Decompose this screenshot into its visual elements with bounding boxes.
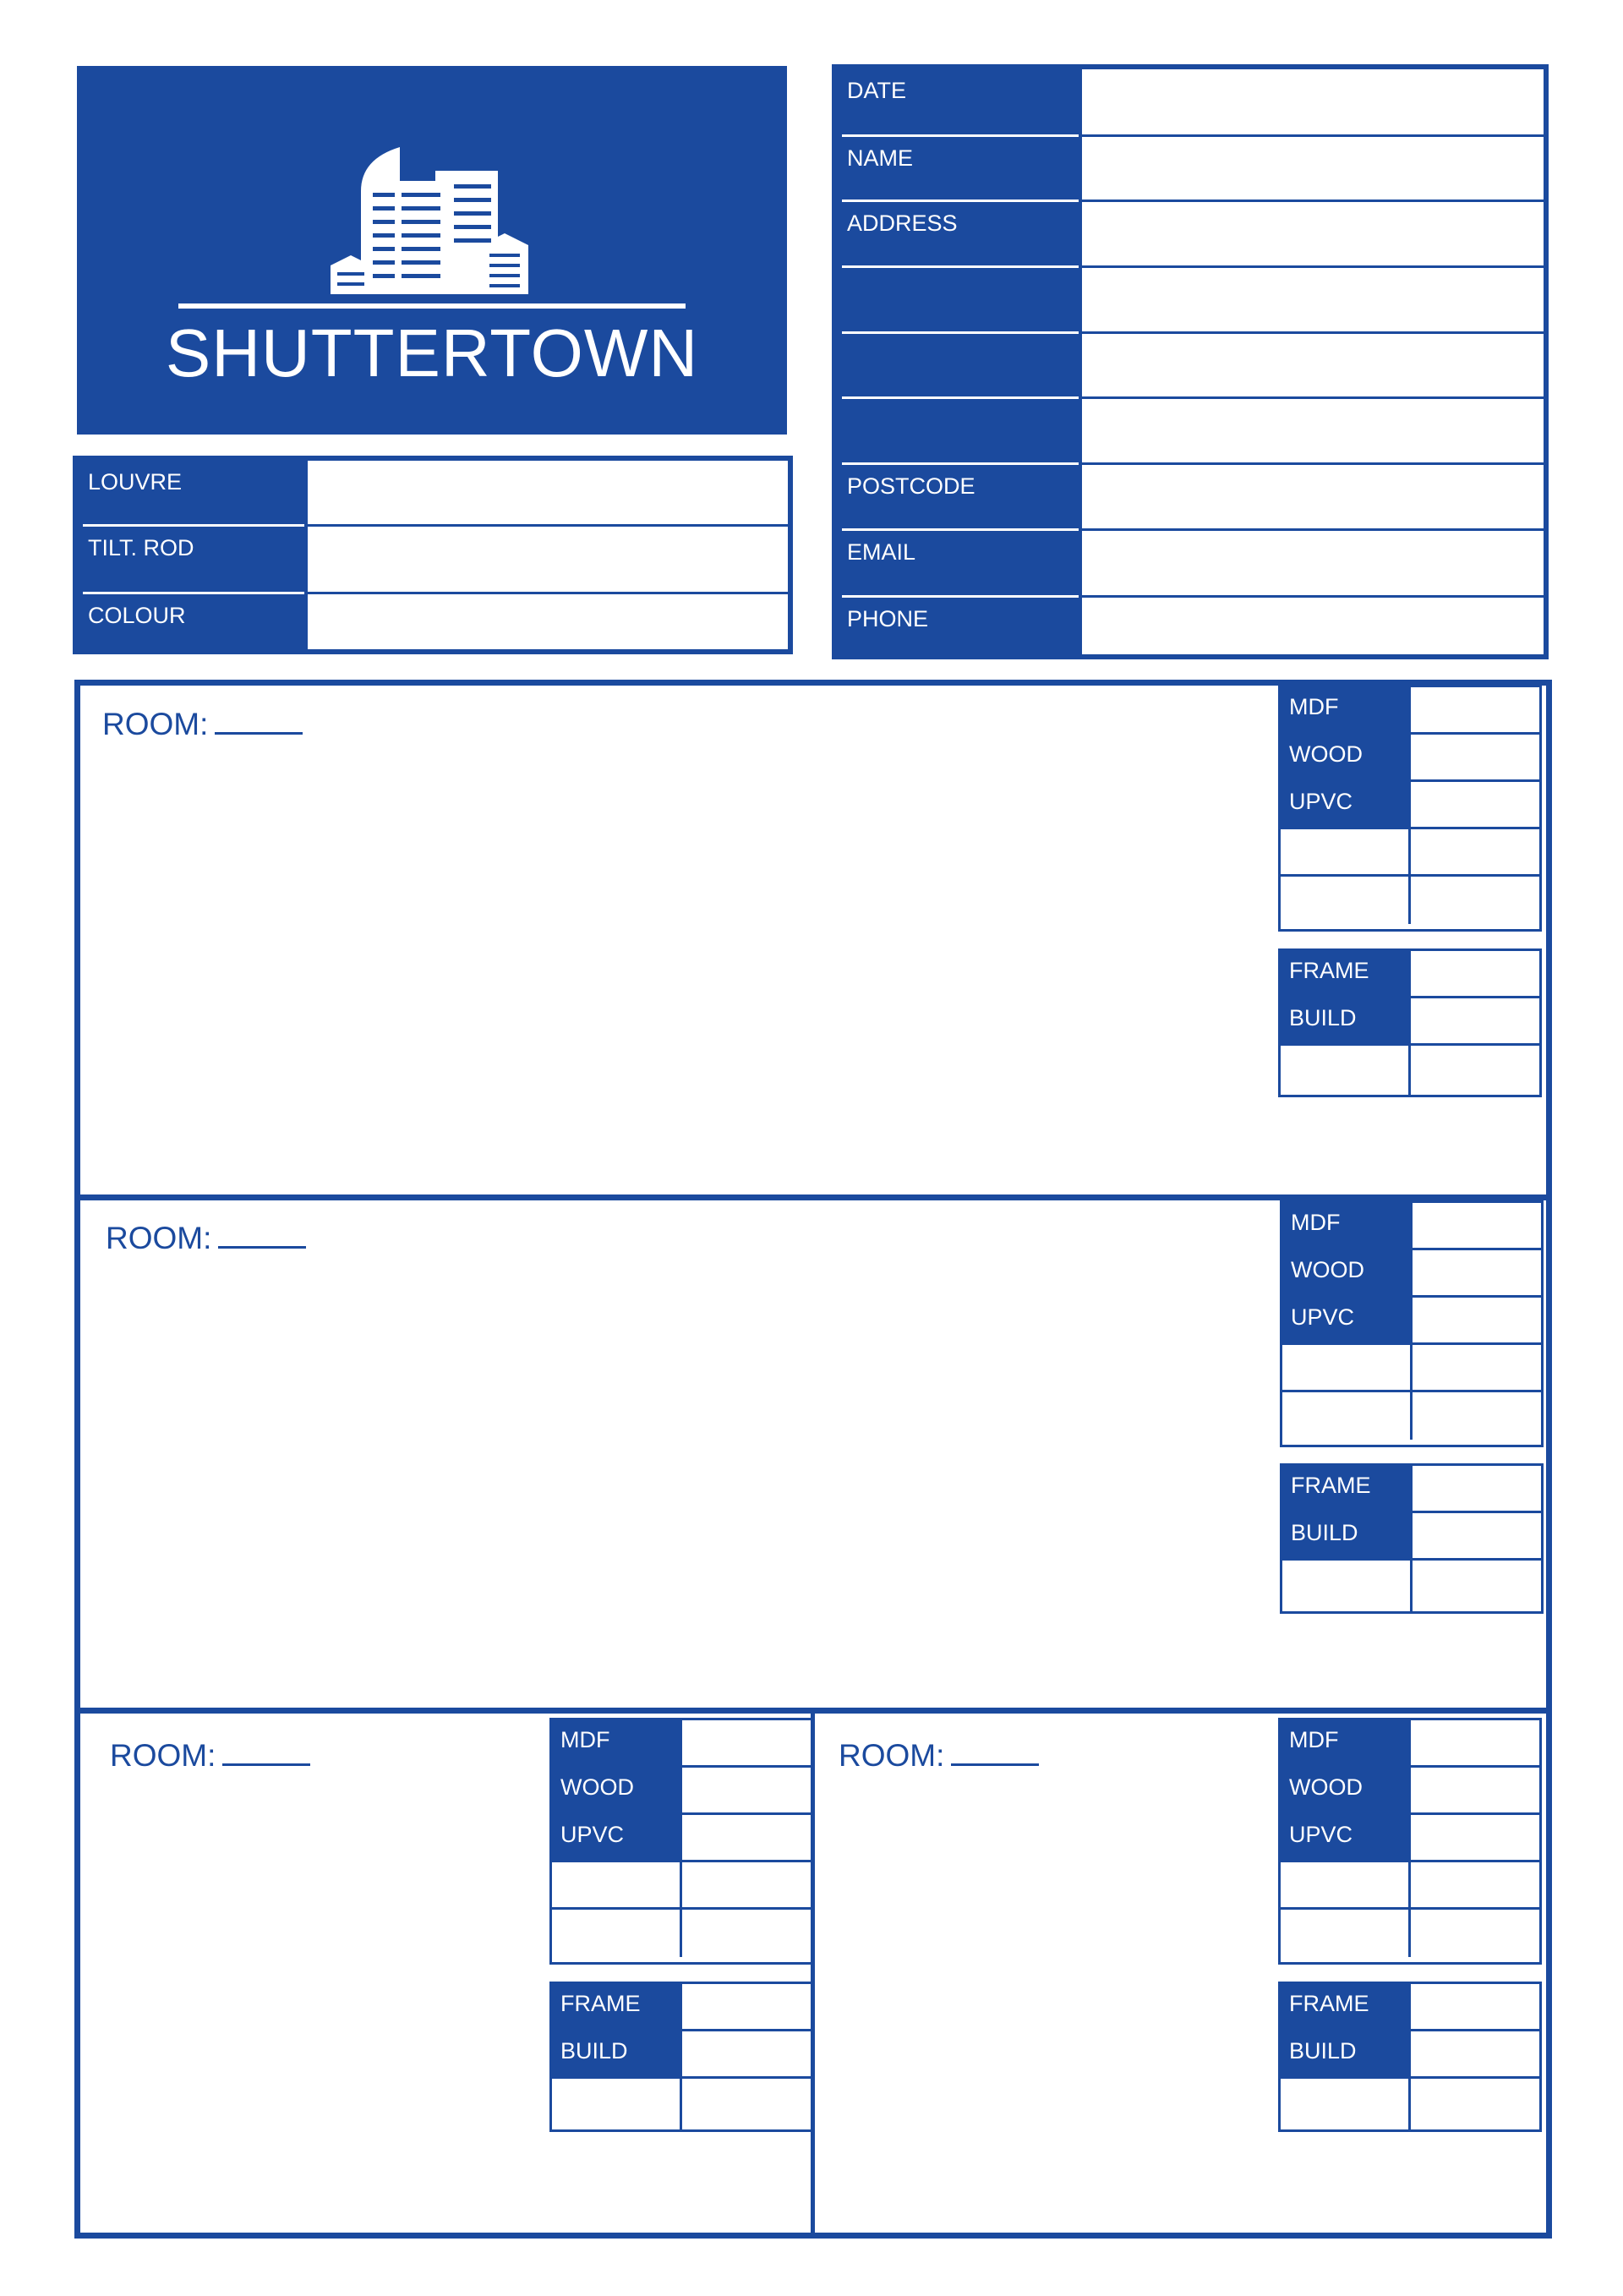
room-1-label (102, 708, 303, 740)
blank-label-cell[interactable] (552, 1862, 682, 1907)
blank-cell[interactable] (1411, 1046, 1539, 1095)
blank-cell[interactable] (1411, 1910, 1539, 1957)
blank-cell[interactable] (1411, 2079, 1539, 2129)
upvc-cell[interactable] (1411, 1815, 1539, 1860)
blank-row (552, 2079, 811, 2129)
address-row (837, 202, 1544, 268)
brand-name: SHUTTERTOWN (165, 315, 699, 391)
mdf-row (1282, 1203, 1541, 1250)
field-label: TILT. ROD (78, 527, 308, 594)
room-4-label (839, 1740, 1039, 1771)
address-line-3-input[interactable] (1082, 334, 1544, 399)
room-4-name-blank[interactable] (951, 1747, 1039, 1766)
date-input[interactable] (1082, 69, 1544, 137)
material-grid (1278, 685, 1542, 932)
blank-cell[interactable] (682, 1862, 811, 1907)
field-label: NAME (837, 137, 1082, 202)
mdf-row (1281, 1720, 1539, 1768)
room-label-text: ROOM: (110, 1738, 216, 1773)
upvc-label: UPVC (1281, 782, 1411, 827)
tilt-rod-input[interactable] (308, 527, 788, 594)
build-row (552, 2031, 811, 2079)
blank-row (1282, 1561, 1541, 1611)
frame-row (1281, 951, 1539, 998)
blank-row (1281, 1046, 1539, 1095)
blank-row (1281, 1910, 1539, 1957)
build-row (1281, 998, 1539, 1046)
mdf-label: MDF (1282, 1203, 1413, 1248)
blank-label-cell[interactable] (1282, 1561, 1413, 1611)
postcode-row (837, 465, 1544, 531)
build-row (1281, 2031, 1539, 2079)
frame-cell[interactable] (1411, 951, 1539, 996)
field-label: ADDRESS (837, 202, 1082, 268)
upvc-label: UPVC (1282, 1298, 1413, 1342)
colour-input[interactable] (308, 594, 788, 649)
frame-label: FRAME (1281, 951, 1411, 996)
room-divider (74, 1194, 1552, 1200)
room-2-label (106, 1222, 306, 1254)
wood-cell[interactable] (1413, 1250, 1541, 1295)
logo-rule (178, 303, 686, 309)
address-line-2-row (837, 268, 1544, 334)
wood-label: WOOD (1281, 735, 1411, 779)
field-label: LOUVRE (78, 461, 308, 527)
wood-label: WOOD (1282, 1250, 1413, 1295)
phone-input[interactable] (1082, 598, 1544, 654)
postcode-input[interactable] (1082, 465, 1544, 531)
address-input[interactable] (1082, 202, 1544, 268)
field-label (837, 268, 1082, 334)
field-label (837, 399, 1082, 465)
frame-row (552, 1984, 811, 2031)
blank-label-cell[interactable] (1281, 1046, 1411, 1095)
upvc-cell[interactable] (1413, 1298, 1541, 1342)
material-grid (1280, 1200, 1544, 1447)
room-3-label (110, 1740, 310, 1771)
product-fields-table (73, 456, 793, 654)
frame-cell[interactable] (1411, 1984, 1539, 2029)
mdf-row (1281, 687, 1539, 735)
blank-label-cell[interactable] (552, 1910, 682, 1957)
mdf-label: MDF (552, 1720, 682, 1765)
mdf-row (552, 1720, 811, 1768)
upvc-row (1282, 1298, 1541, 1345)
blank-cell[interactable] (1411, 877, 1539, 924)
upvc-label: UPVC (1281, 1815, 1411, 1860)
louvre-input[interactable] (308, 461, 788, 527)
phone-row (837, 598, 1544, 654)
upvc-cell[interactable] (682, 1815, 811, 1860)
field-label: COLOUR (88, 603, 186, 628)
blank-row (552, 1910, 811, 1957)
mdf-cell[interactable] (1411, 1720, 1539, 1765)
wood-label: WOOD (552, 1768, 682, 1812)
upvc-row (1281, 782, 1539, 829)
mdf-label: MDF (1281, 1720, 1411, 1765)
build-cell[interactable] (1413, 1513, 1541, 1558)
build-cell[interactable] (1411, 2031, 1539, 2076)
blank-cell[interactable] (682, 2079, 811, 2129)
build-label: BUILD (1281, 998, 1411, 1043)
build-cell[interactable] (682, 2031, 811, 2076)
brand-logo (77, 66, 787, 435)
build-label: BUILD (1282, 1513, 1413, 1558)
room-2-name-blank[interactable] (218, 1229, 306, 1249)
field-label: PHONE (847, 606, 929, 631)
wood-row (1281, 1768, 1539, 1815)
blank-label-cell[interactable] (1281, 1910, 1411, 1957)
room-3-name-blank[interactable] (222, 1747, 310, 1766)
frame-cell[interactable] (682, 1984, 811, 2029)
upvc-label: UPVC (552, 1815, 682, 1860)
name-input[interactable] (1082, 137, 1544, 202)
blank-label-cell[interactable] (1281, 877, 1411, 924)
mdf-label: MDF (1281, 687, 1411, 732)
wood-cell[interactable] (1411, 735, 1539, 779)
blank-cell[interactable] (1413, 1345, 1541, 1390)
frame-label: FRAME (1282, 1466, 1413, 1511)
address-line-4-input[interactable] (1082, 399, 1544, 465)
field-label: POSTCODE (837, 465, 1082, 531)
wood-row (1281, 735, 1539, 782)
blank-cell[interactable] (1411, 829, 1539, 874)
blank-label-cell[interactable] (1281, 829, 1411, 874)
frame-row (1282, 1466, 1541, 1513)
room-label-text: ROOM: (106, 1221, 212, 1255)
blank-cell[interactable] (1413, 1392, 1541, 1440)
address-line-4-row (837, 399, 1544, 465)
blank-row (1282, 1392, 1541, 1440)
wood-row (1282, 1250, 1541, 1298)
frame-row (1281, 1984, 1539, 2031)
blank-row (1282, 1345, 1541, 1392)
wood-cell[interactable] (1411, 1768, 1539, 1812)
frame-grid (549, 1982, 813, 2132)
material-grid (1278, 1718, 1542, 1965)
blank-cell[interactable] (1411, 1862, 1539, 1907)
build-label: BUILD (1281, 2031, 1411, 2076)
upvc-row (1281, 1815, 1539, 1862)
blank-cell[interactable] (1413, 1561, 1541, 1611)
frame-grid (1278, 1982, 1542, 2132)
blank-row (1281, 1862, 1539, 1910)
mdf-cell[interactable] (1411, 687, 1539, 732)
room-label-text: ROOM: (839, 1738, 945, 1773)
blank-row (552, 1862, 811, 1910)
blank-label-cell[interactable] (1282, 1345, 1413, 1390)
colour-row (78, 594, 788, 649)
blank-label-cell[interactable] (1282, 1392, 1413, 1440)
wood-label: WOOD (1281, 1768, 1411, 1812)
build-cell[interactable] (1411, 998, 1539, 1043)
blank-cell[interactable] (682, 1910, 811, 1957)
wood-cell[interactable] (682, 1768, 811, 1812)
build-row (1282, 1513, 1541, 1561)
material-grid (549, 1718, 813, 1965)
address-line-2-input[interactable] (1082, 268, 1544, 334)
blank-label-cell[interactable] (1281, 2079, 1411, 2129)
mdf-cell[interactable] (682, 1720, 811, 1765)
date-row (837, 69, 1544, 137)
frame-grid (1278, 948, 1542, 1097)
frame-label: FRAME (552, 1984, 682, 2029)
room-label-text: ROOM: (102, 707, 209, 741)
tilt-rod-row (78, 527, 788, 594)
field-label: EMAIL (837, 531, 1082, 598)
blank-label-cell[interactable] (552, 2079, 682, 2129)
wood-row (552, 1768, 811, 1815)
frame-cell[interactable] (1413, 1466, 1541, 1511)
mdf-cell[interactable] (1413, 1203, 1541, 1248)
field-label: DATE (837, 69, 1082, 137)
email-row (837, 531, 1544, 598)
room-1-name-blank[interactable] (215, 715, 303, 735)
upvc-row (552, 1815, 811, 1862)
name-row (837, 137, 1544, 202)
blank-row (1281, 2079, 1539, 2129)
blank-row (1281, 829, 1539, 877)
address-line-3-row (837, 334, 1544, 399)
blank-row (1281, 877, 1539, 924)
build-label: BUILD (552, 2031, 682, 2076)
frame-label: FRAME (1281, 1984, 1411, 2029)
upvc-cell[interactable] (1411, 782, 1539, 827)
frame-grid (1280, 1463, 1544, 1614)
louvre-row (78, 461, 788, 527)
email-input[interactable] (1082, 531, 1544, 598)
field-label (837, 334, 1082, 399)
customer-fields-table (832, 64, 1549, 659)
blank-label-cell[interactable] (1281, 1862, 1411, 1907)
